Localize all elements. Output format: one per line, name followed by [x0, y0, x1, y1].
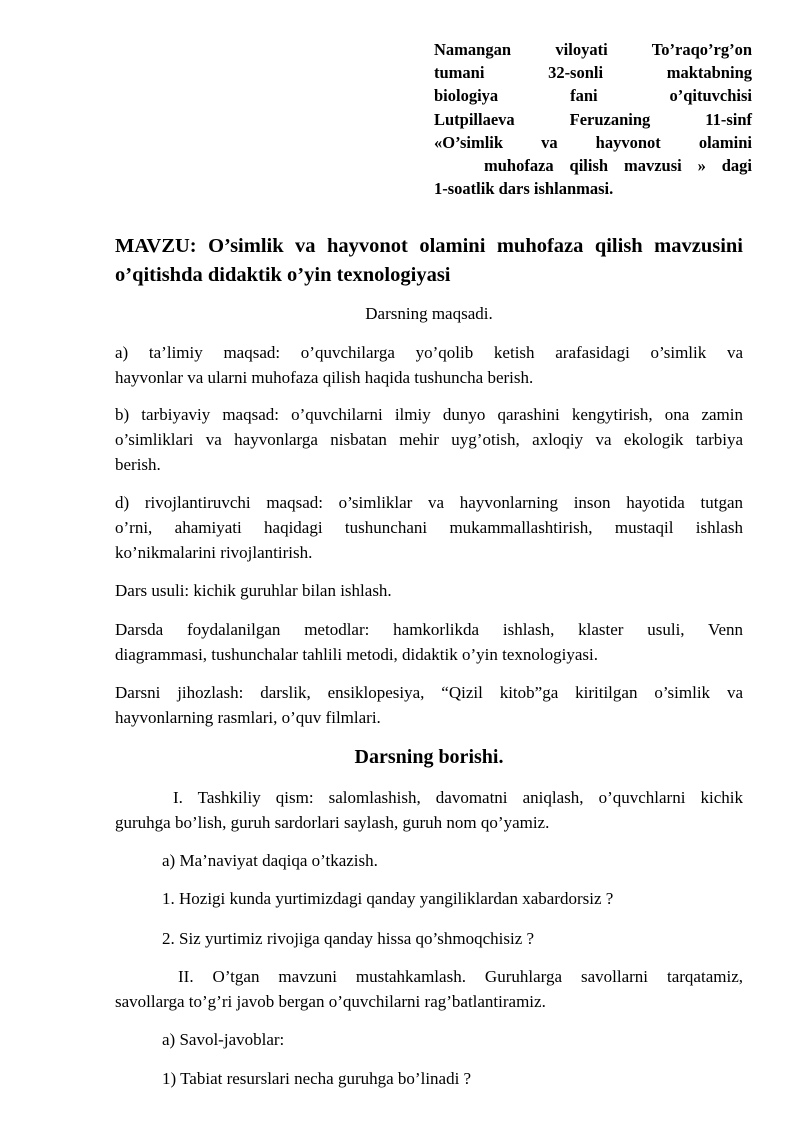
- section-1-line: guruhga bo’lish, guruh sardorlari saylash, guruh nom qo’yamiz.: [115, 813, 550, 832]
- goal-a-line: hayvonlar va ularni muhofaza qilish haqida tushuncha berish.: [115, 368, 534, 387]
- goal-a-line: a) ta’limiy maqsad: o’quvchilarga yo’qolib ketish arafasidagi o’simlik va: [115, 343, 743, 362]
- topic-line: o’qitishda didaktik o’yin texnologiyasi: [115, 264, 451, 286]
- methods-used-line: Darsda foydalanilgan metodlar: hamkorlikda ishlash, klaster usuli, Venn: [115, 620, 743, 639]
- equipment: [115, 680, 743, 730]
- topic-title: [115, 232, 743, 290]
- goal-d-line: ko’nikmalarini rivojlantirish.: [115, 543, 313, 562]
- methods-used: [115, 617, 743, 667]
- topic-line: MAVZU: O’simlik va hayvonot olamini muhofaza qilish mavzusini: [115, 235, 743, 257]
- goal-d-line: o’rni, ahamiyati haqidagi tushunchani mukammallashtirish, mustaqil ishlash: [115, 518, 743, 537]
- goal-b-line: o’simliklari va hayvonlarga nisbatan mehir uyg’otish, axloqiy va ekologik tarbiya: [115, 430, 743, 449]
- header-line: biologiya fani o’qituvchisi: [434, 86, 752, 106]
- methods-used-line: diagrammasi, tushunchalar tahlili metodi, didaktik o’yin texnologiyasi.: [115, 645, 598, 664]
- goal-heading: Darsning maqsadi.: [365, 304, 493, 323]
- goal-b: [115, 402, 743, 477]
- goal-d-line: d) rivojlantiruvchi maqsad: o’simliklar va hayvonlarning inson hayotida tutgan: [115, 493, 743, 512]
- section-2: [115, 964, 743, 1014]
- section-1: [115, 785, 743, 835]
- question-1: 1. Hozigi kunda yurtimizdagi qanday yangiliklardan xabardorsiz ?: [162, 889, 614, 908]
- header-line: Lutpillaeva Feruzaning 11-sinf: [434, 109, 752, 129]
- header-line: tumani 32-sonli maktabning: [434, 63, 752, 83]
- goal-a: [115, 340, 743, 390]
- question-3: 1) Tabiat resurslari necha guruhga bo’linadi ?: [162, 1069, 472, 1088]
- question-2: 2. Siz yurtimiz rivojiga qanday hissa qo’shmoqchisiz ?: [162, 929, 535, 948]
- goal-b-line: b) tarbiyaviy maqsad: o’quvchilarni ilmiy dunyo qarashini kengytirish, ona zamin: [115, 405, 743, 424]
- document-header: [434, 38, 752, 200]
- lesson-method: Dars usuli: kichik guruhlar bilan ishlash.: [115, 581, 392, 600]
- item-spiritual-minute: a) Ma’naviyat daqiqa o’tkazish.: [162, 851, 378, 870]
- goal-b-line: berish.: [115, 455, 161, 474]
- section-2-line: II. O’tgan mavzuni mustahkamlash. Guruhlarga savollarni tarqatamiz,: [178, 967, 743, 986]
- item-qa: a) Savol-javoblar:: [162, 1030, 285, 1049]
- progress-heading: Darsning borishi.: [354, 746, 504, 768]
- header-line: muhofaza qilish mavzusi » dagi: [484, 156, 752, 176]
- header-line: 1-soatlik dars ishlanmasi.: [434, 179, 614, 199]
- section-1-line: I. Tashkiliy qism: salomlashish, davomatni aniqlash, o’quvchlarni kichik: [173, 788, 743, 807]
- equipment-line: Darsni jihozlash: darslik, ensiklopesiya, “Qizil kitob”ga kiritilgan o’simlik va: [115, 683, 743, 702]
- header-line: «O’simlik va hayvonot olamini: [434, 132, 752, 152]
- header-line: Namangan viloyati To’raqo’rg’on: [434, 40, 752, 59]
- equipment-line: hayvonlarning rasmlari, o’quv filmlari.: [115, 708, 381, 727]
- goal-d: [115, 490, 743, 565]
- section-2-line: savollarga to’g’ri javob bergan o’quvchilarni rag’batlantiramiz.: [115, 992, 546, 1011]
